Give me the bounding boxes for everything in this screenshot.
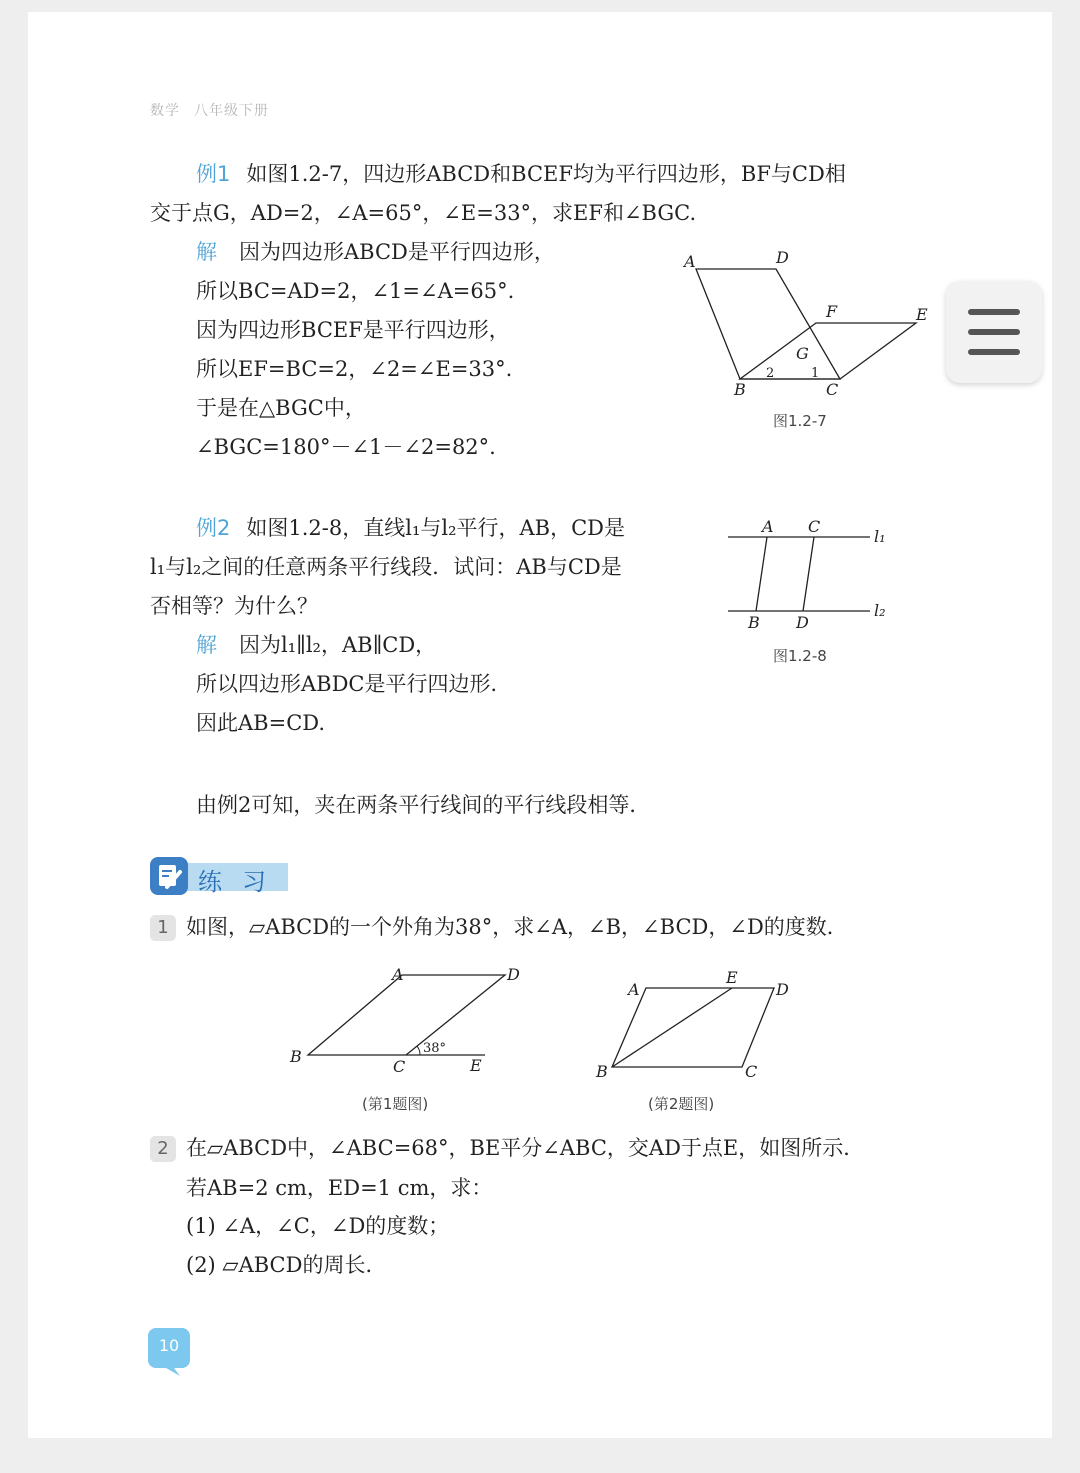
question-1-text: 如图，▱ABCD的一个外角为38°，求∠A，∠B，∠BCD，∠D的度数．: [186, 915, 848, 939]
label-a: A: [628, 980, 640, 999]
label-c: C: [393, 1057, 406, 1076]
question-2-sub2: (2) ▱ABCD的周长．: [186, 1253, 387, 1277]
parallelogram-abcd-q1: [308, 975, 505, 1055]
label-a: A: [684, 252, 696, 271]
label-e: E: [916, 305, 928, 324]
segment-ab: [756, 537, 767, 611]
question-2-number: 2: [150, 1136, 176, 1162]
example2-label: 例2: [196, 516, 231, 540]
page-number-badge: [148, 1326, 190, 1372]
example1-text-1: 如图1.2-7，四边形ABCD和BCEF均为平行四边形，BF与CD相: [246, 162, 846, 186]
label-b: B: [290, 1047, 302, 1066]
example1-step-1-text: 因为四边形ABCD是平行四边形，: [239, 240, 555, 264]
example2-problem-line3: 否相等？为什么？: [150, 594, 318, 618]
figure-1-2-8: [720, 510, 900, 635]
label-b: B: [748, 613, 760, 632]
label-b: B: [734, 380, 746, 399]
example1-step-2: 所以BC=AD=2，∠1=∠A=65°.: [196, 279, 515, 303]
figure-1-2-8-caption: 图1.2-8: [773, 647, 827, 665]
conclusion: 由例2可知，夹在两条平行线间的平行线段相等．: [196, 793, 651, 817]
example2-problem-line2: l₁与l₂之间的任意两条平行线段．试问：AB与CD是: [150, 555, 622, 579]
segment-be: [612, 988, 732, 1067]
running-header: [150, 100, 269, 120]
question-1-number: 1: [150, 915, 176, 941]
label-c: C: [826, 380, 839, 399]
example1-step-3: 因为四边形BCEF是平行四边形，: [196, 318, 510, 342]
example2-solution-label: 解: [196, 633, 217, 657]
label-c: C: [808, 517, 821, 536]
header-subject: 数学: [150, 103, 180, 119]
label-d: D: [507, 965, 520, 984]
label-d: D: [796, 613, 809, 632]
page-number: 10: [158, 1336, 180, 1355]
example2-step-3: 因此AB=CD.: [196, 711, 326, 735]
example2-problem-line1: [196, 514, 625, 542]
angle-arc: [417, 1046, 420, 1055]
angle-38-label: 38°: [423, 1041, 447, 1056]
label-g: G: [796, 344, 809, 363]
label-d: D: [776, 980, 789, 999]
example1-step-1: [196, 238, 555, 266]
example1-step-6: ∠BGC=180°－∠1－∠2=82°.: [196, 435, 496, 459]
parallelogram-abcd-q2: [612, 988, 774, 1067]
figure-1-2-7: [670, 245, 940, 405]
label-a: A: [392, 965, 404, 984]
label-l1: l₁: [874, 527, 886, 546]
label-e: E: [726, 968, 738, 987]
example2-step-1-text: 因为l₁∥l₂，AB∥CD，: [239, 633, 437, 657]
example2-text-1: 如图1.2-8，直线l₁与l₂平行，AB，CD是: [246, 516, 625, 540]
question-2-sub1: (1) ∠A，∠C，∠D的度数；: [186, 1214, 450, 1238]
example1-label: 例1: [196, 162, 231, 186]
label-c: C: [745, 1062, 758, 1081]
label-f: F: [826, 302, 838, 321]
example1-step-4: 所以EF=BC=2，∠2=∠E=33°.: [196, 357, 513, 381]
segment-cd: [803, 537, 814, 611]
label-d: D: [776, 248, 789, 267]
practice-title: 练习: [198, 868, 286, 896]
practice-section-header: [150, 857, 288, 897]
header-grade: 八年级下册: [194, 103, 269, 119]
example1-solution-label: 解: [196, 240, 217, 264]
angle-1-label: 1: [811, 366, 820, 381]
figure-1-2-7-caption: 图1.2-7: [773, 412, 827, 430]
example1-step-5: 于是在△BGC中，: [196, 396, 366, 420]
menu-button[interactable]: [946, 281, 1042, 383]
example1-problem-line2: 交于点G，AD=2，∠A=65°，∠E=33°，求EF和∠BGC.: [150, 201, 697, 225]
question-2-line2: 若AB=2 cm，ED=1 cm，求：: [186, 1176, 493, 1200]
figure-question-1: [280, 960, 530, 1080]
example1-problem-line1: [196, 160, 846, 188]
example2-step-2: 所以四边形ABDC是平行四边形．: [196, 672, 512, 696]
label-a: A: [762, 517, 774, 536]
question-2-line1: [150, 1134, 864, 1162]
question-1: [150, 913, 848, 941]
angle-2-label: 2: [766, 366, 775, 381]
figure-question-2: [590, 965, 810, 1085]
label-e: E: [470, 1056, 482, 1075]
figure-question-2-caption: (第2题图): [648, 1095, 715, 1113]
parallelogram-abcd: [696, 269, 840, 379]
label-b: B: [596, 1062, 608, 1081]
label-l2: l₂: [874, 601, 886, 620]
figure-question-1-caption: (第1题图): [362, 1095, 429, 1113]
pencil-note-icon: [150, 857, 188, 895]
example2-step-1: [196, 631, 436, 659]
question-2-text-1: 在▱ABCD中，∠ABC=68°，BE平分∠ABC，交AD于点E，如图所示．: [186, 1136, 865, 1160]
